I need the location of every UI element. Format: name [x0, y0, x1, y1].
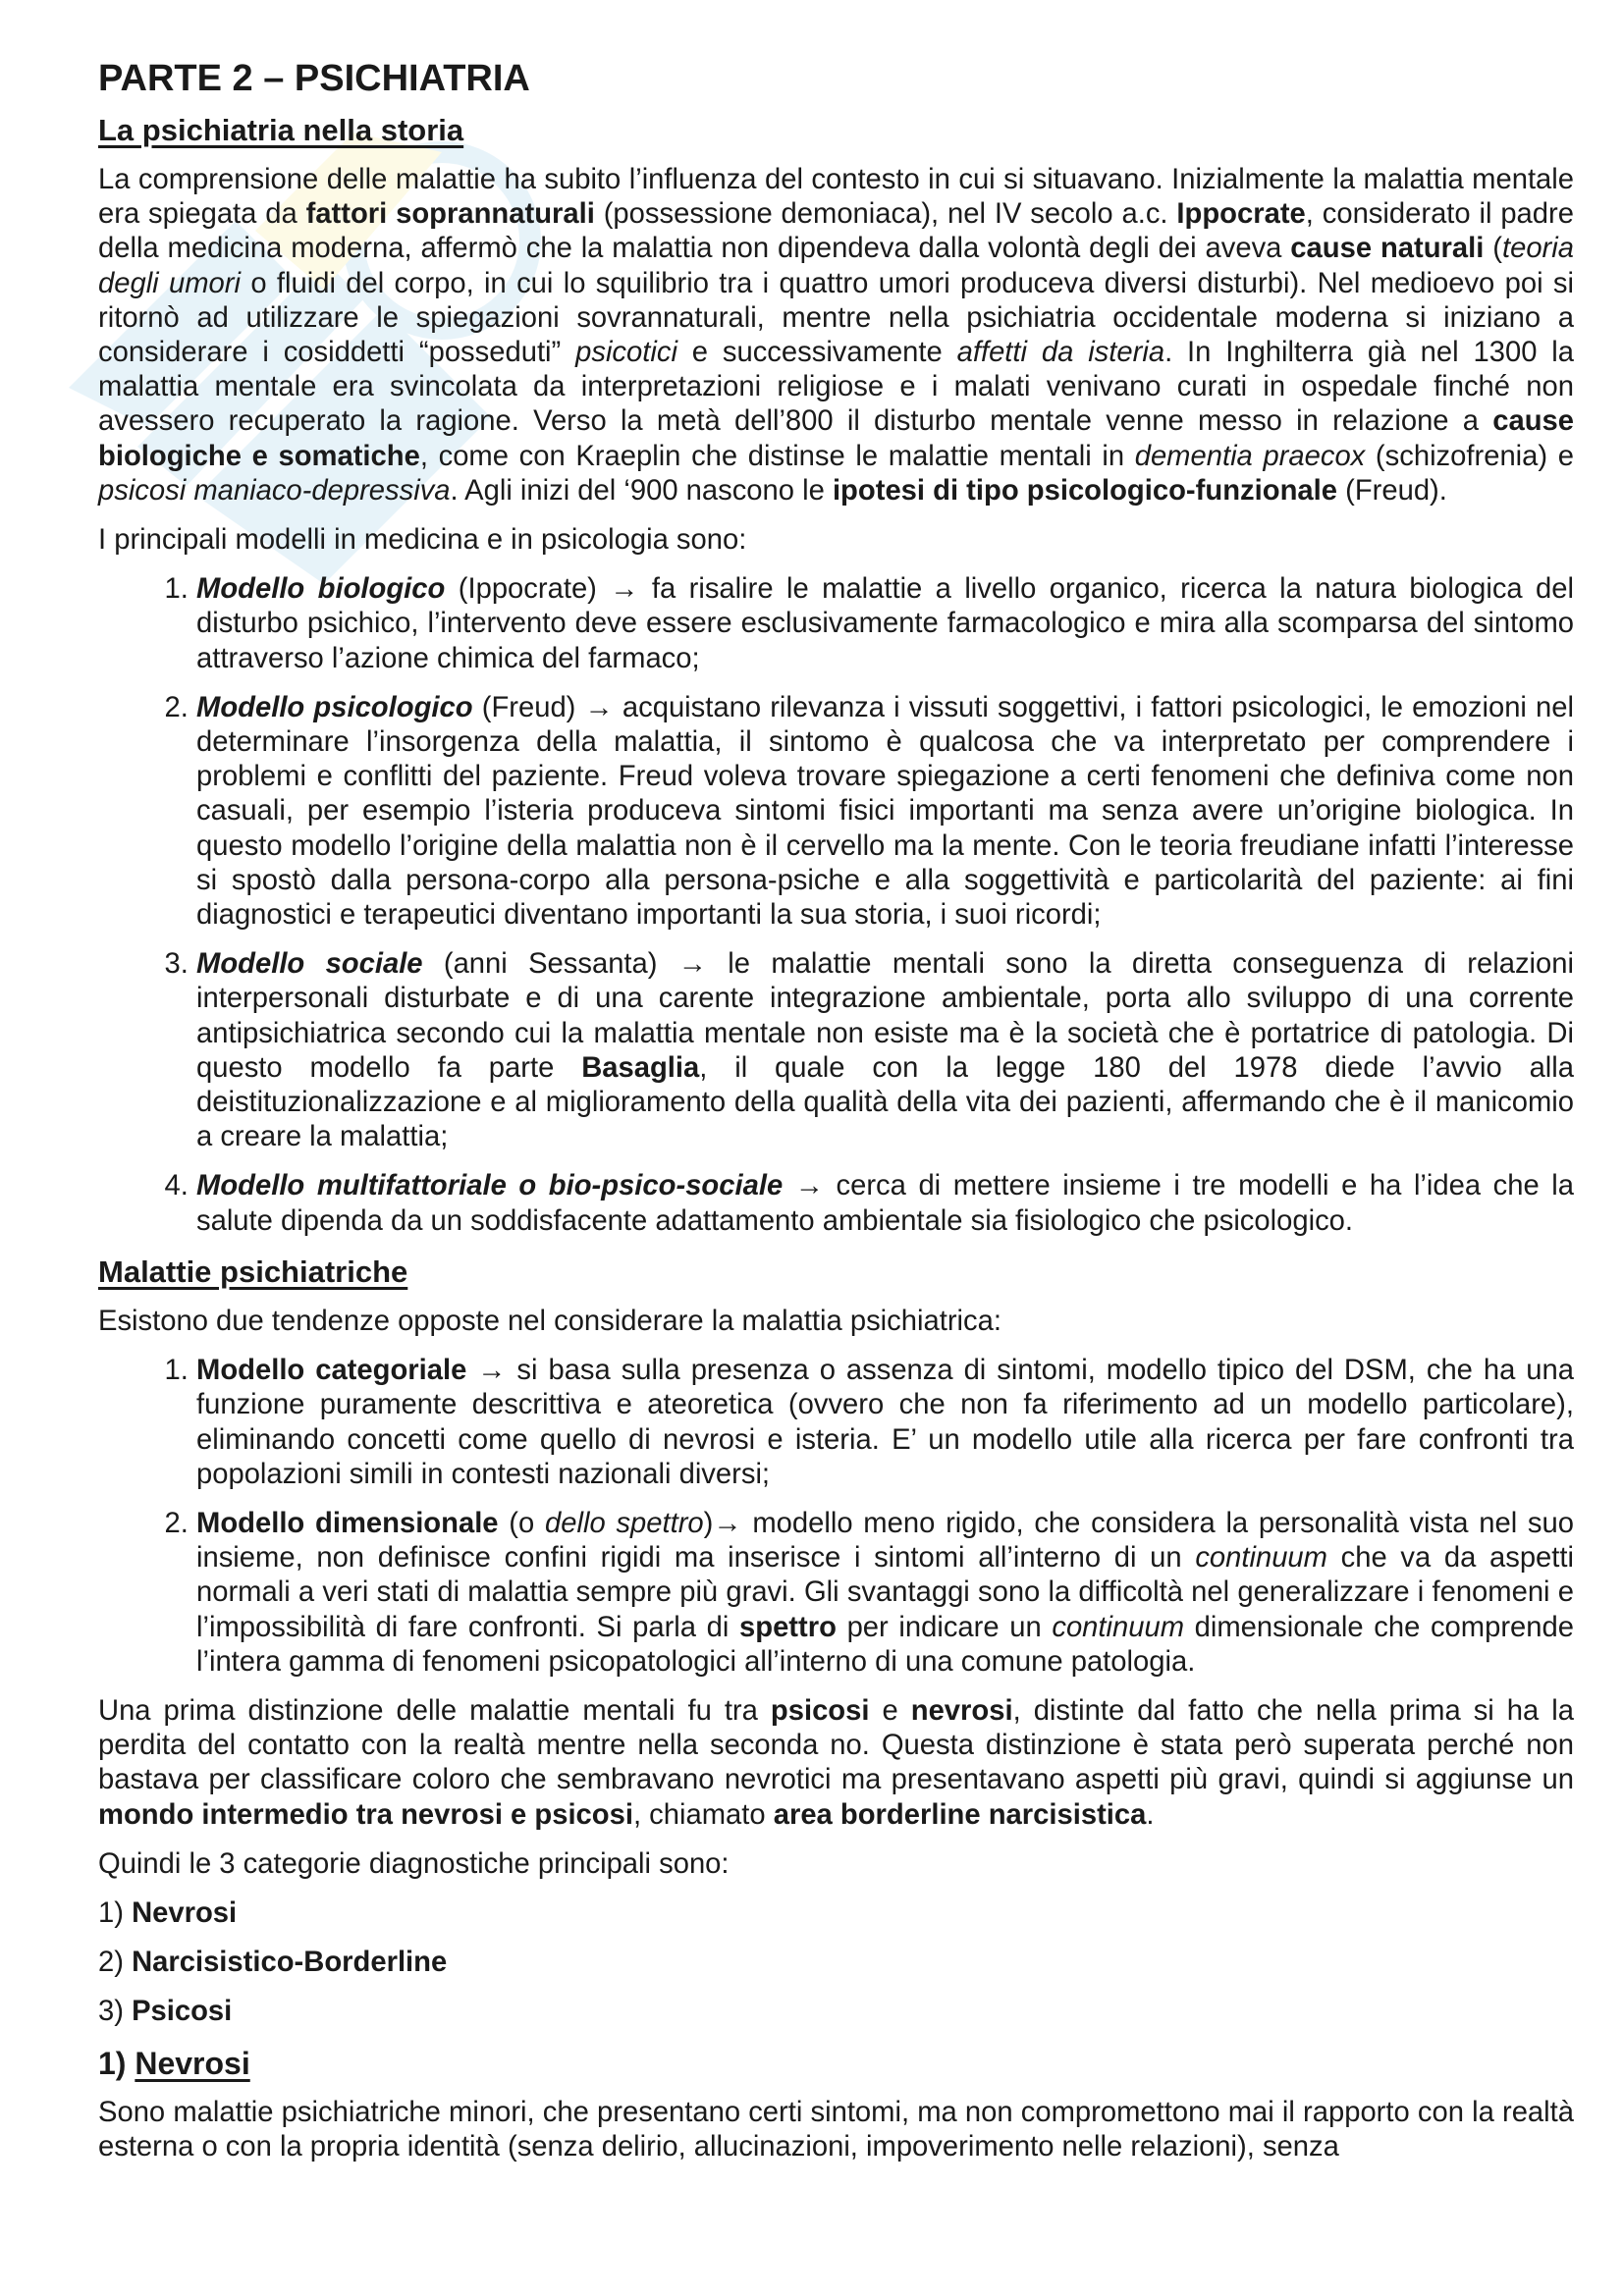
bold-text: nevrosi	[910, 1694, 1013, 1727]
list-item	[196, 1354, 1574, 1492]
bold-text: Ippocrate	[1176, 198, 1306, 231]
list-item	[196, 691, 1574, 933]
category-number: 3)	[98, 1996, 124, 2028]
section-heading-nevrosi	[98, 2045, 1574, 2082]
model-name: Modello sociale	[196, 948, 423, 981]
list-item	[196, 1169, 1574, 1238]
bold-text: ipotesi di tipo psicologico-funzionale	[832, 474, 1337, 507]
categories-list	[98, 1896, 1574, 2030]
category-number: 1)	[98, 1896, 124, 1929]
page-title: PARTE 2 – PSICHIATRIA	[98, 58, 530, 99]
text-segment: , il quale con la legge 180 del 1978 diede l’avvio alla deistituzionalizzazione e al miglioramento della qualità della vita dei pazienti, affermando che è il manicomio a creare la malattia;	[196, 1051, 1575, 1153]
text-segment: dimensionale che comprende l’intera gamma di fenomeni psicopatologici all’interno di una comune patologia.	[196, 1611, 1574, 1678]
nevrosi-paragraph: Sono malattie psichiatriche minori, che presentano certi sintomi, ma non compromettono mai il rapporto con la realtà esterna o con la propria identità (senza delirio, allucinazioni, impoverimento nelle relazioni), senza	[98, 2096, 1574, 2163]
model-name: Modello psicologico	[196, 691, 473, 723]
text-segment: (anni Sessanta) → le malattie mentali sono la diretta conseguenza di relazioni interpersonali disturbate e di una carente integrazione ambientale, porta allo sviluppo di una corrente antipsichiatrica secondo cui la malattia mentale non esiste ma è la società che è portatrice di patologia. Di questo modello fa parte	[196, 948, 1574, 1084]
malattie-intro: Esistono due tendenze opposte nel considerare la malattia psichiatrica:	[98, 1305, 1001, 1337]
text-segment: e successivamente	[676, 337, 957, 369]
text-segment: → si basa sulla presenza o assenza di sintomi, modello tipico del DSM, che ha una funzione puramente descrittiva e ateoretica (ovvero che non fa riferimento ad un modello particolare), eliminando concetti come quello di nevrosi e isteria. E’ un modello utile alla ricerca per fare confronti tra popolazioni simili in contesti nazionali diversi;	[196, 1355, 1574, 1490]
italic-text: continuum	[1195, 1542, 1327, 1575]
models-list	[98, 572, 1574, 1239]
category-label: Nevrosi	[132, 1896, 238, 1929]
bold-text: area borderline narcisistica	[773, 1798, 1147, 1831]
text-segment: (	[1484, 233, 1502, 265]
bold-text: spettro	[739, 1611, 837, 1643]
text-segment: La comprensione delle malattie ha subito l’influenza del contesto in cui si situavano. Inizialmente la malattia mentale era spiegata da	[98, 164, 1574, 231]
bold-text: fattori soprannaturali	[305, 198, 595, 231]
model-name: Modello multifattoriale o bio-psico-sociale	[196, 1170, 784, 1202]
bold-text: psicosi	[770, 1694, 870, 1727]
bold-text: mondo intermedio tra nevrosi e psicosi	[98, 1798, 633, 1831]
italic-text: psicotici	[575, 337, 677, 369]
list-item	[196, 947, 1574, 1154]
distinction-paragraph	[98, 1694, 1574, 1833]
text-segment: → cerca di mettere insieme i tre modelli e ha l’idea che la salute dipenda da un soddisfacente adattamento ambientale sia fisiologico che psicologico.	[196, 1170, 1574, 1237]
text-segment: (Ippocrate) → fa risalire le malattie a livello organico, ricerca la natura biologica del disturbo psichico, l’intervento deve essere esclusivamente farmacologico e mira alla scomparsa del sintomo attraverso l’azione chimica del farmaco;	[196, 573, 1574, 674]
text-segment: (schizofrenia) e	[1365, 440, 1574, 472]
bold-text: cause naturali	[1290, 233, 1485, 265]
text-segment: , distinte dal fatto che nella prima si ha la perdita del contatto con la realtà mentre nella seconda no. Questa distinzione è stata però superata perché non bastava per classificare coloro che sembravano nevrotici ma presentavano aspetti più gravi, quindi si aggiunse un	[98, 1694, 1574, 1796]
italic-text: continuum	[1052, 1611, 1185, 1643]
text-segment: , come con Kraeplin che distinse le malattie mentali in	[419, 440, 1135, 472]
nevrosi-heading-number: 1)	[98, 2045, 127, 2081]
list-item	[196, 572, 1574, 676]
section-heading-storia: La psichiatria nella storia	[98, 113, 464, 147]
category-item	[98, 1896, 1574, 1931]
text-segment: o fluidi del corpo, in cui lo squilibrio tra i quattro umori produceva diversi disturbi). Nel medioevo poi si ritornò ad utilizzare le spiegazioni sovrannaturali, mentre nella psichiatria occidentale moderna si iniziano a considerare i cosiddetti “posseduti”	[98, 267, 1574, 369]
section-heading-malattie: Malattie psichiatriche	[98, 1254, 408, 1289]
nevrosi-heading-label: Nevrosi	[135, 2045, 250, 2081]
text-segment: (Freud).	[1336, 474, 1447, 507]
bold-text: cause biologiche e somatiche	[98, 405, 1574, 472]
text-segment: .	[1146, 1798, 1155, 1831]
text-segment: (o	[498, 1507, 546, 1539]
storia-paragraph	[98, 163, 1574, 508]
text-segment: , chiamato	[632, 1798, 774, 1831]
text-segment: Una prima distinzione delle malattie mentali fu tra	[98, 1694, 771, 1727]
models-intro: I principali modelli in medicina e in psicologia sono:	[98, 524, 747, 557]
bold-text: Basaglia	[581, 1051, 700, 1084]
category-number: 2)	[98, 1947, 124, 1979]
italic-text: dementia praecox	[1134, 440, 1366, 472]
malattie-models-list	[98, 1354, 1574, 1680]
bold-text: Modello dimensionale	[196, 1507, 499, 1539]
category-label: Psicosi	[132, 1996, 233, 2028]
text-segment: )→ modello meno rigido, che considera la personalità vista nel suo insieme, non definisce confini rigidi ma inserisce i sintomi all’interno di un	[196, 1507, 1574, 1575]
text-segment: . In Inghilterra già nel 1300 la malattia mentale era svincolata da interpretazioni religiose e i malati venivano curati in ospedale finché non avessero recuperato la ragione. Verso la metà dell’800 il disturbo mentale venne messo in relazione a	[98, 337, 1575, 438]
text-segment: (possessione demoniaca), nel IV secolo a.c.	[594, 198, 1177, 231]
italic-text: affetti da isteria	[956, 337, 1165, 369]
categories-intro: Quindi le 3 categorie diagnostiche principali sono:	[98, 1847, 730, 1880]
list-item	[196, 1507, 1574, 1680]
text-segment: che va da aspetti normali a veri stati di malattia sempre più gravi. Gli svantaggi sono la difficoltà nel generalizzare i fenomeni e l’impossibilità di fare confronti. Si parla di	[196, 1542, 1574, 1643]
italic-text: dello spettro	[545, 1507, 704, 1539]
bold-text: Modello categoriale	[196, 1355, 467, 1387]
italic-text: teoria degli umori	[98, 233, 1574, 299]
text-segment: (Freud) → acquistano rilevanza i vissuti soggettivi, i fattori psicologici, le emozioni nel determinare l’insorgenza della malattia, il sintomo è qualcosa che va interpretato per comprendere i problemi e conflitti del paziente. Freud voleva trovare spiegazione a certi fenomeni che definiva come non casuali, per esempio l’isteria produceva sintomi fisici importanti ma senza avere un’origine biologica. In questo modello l’origine della malattia non è il cervello ma la mente. Con le teoria freudiane infatti l’interesse si spostò dalla persona-corpo alla persona-psiche e alla soggettività e particolarità del paziente: ai fini diagnostici e terapeutici diventano importanti la sua storia, i suoi ricordi;	[196, 691, 1574, 932]
category-label: Narcisistico-Borderline	[132, 1947, 448, 1979]
italic-text: psicosi maniaco-depressiva	[98, 474, 451, 507]
category-item	[98, 1946, 1574, 1980]
model-name: Modello biologico	[196, 573, 446, 606]
text-segment: , considerato il padre della medicina moderna, affermò che la malattia non dipendeva dalla volontà degli dei aveva	[98, 198, 1574, 265]
text-segment: e	[869, 1694, 911, 1727]
text-segment: per indicare un	[836, 1611, 1053, 1643]
category-item	[98, 1995, 1574, 2029]
text-segment: . Agli inizi del ‘900 nascono le	[450, 474, 833, 507]
document-page	[98, 57, 1574, 2179]
